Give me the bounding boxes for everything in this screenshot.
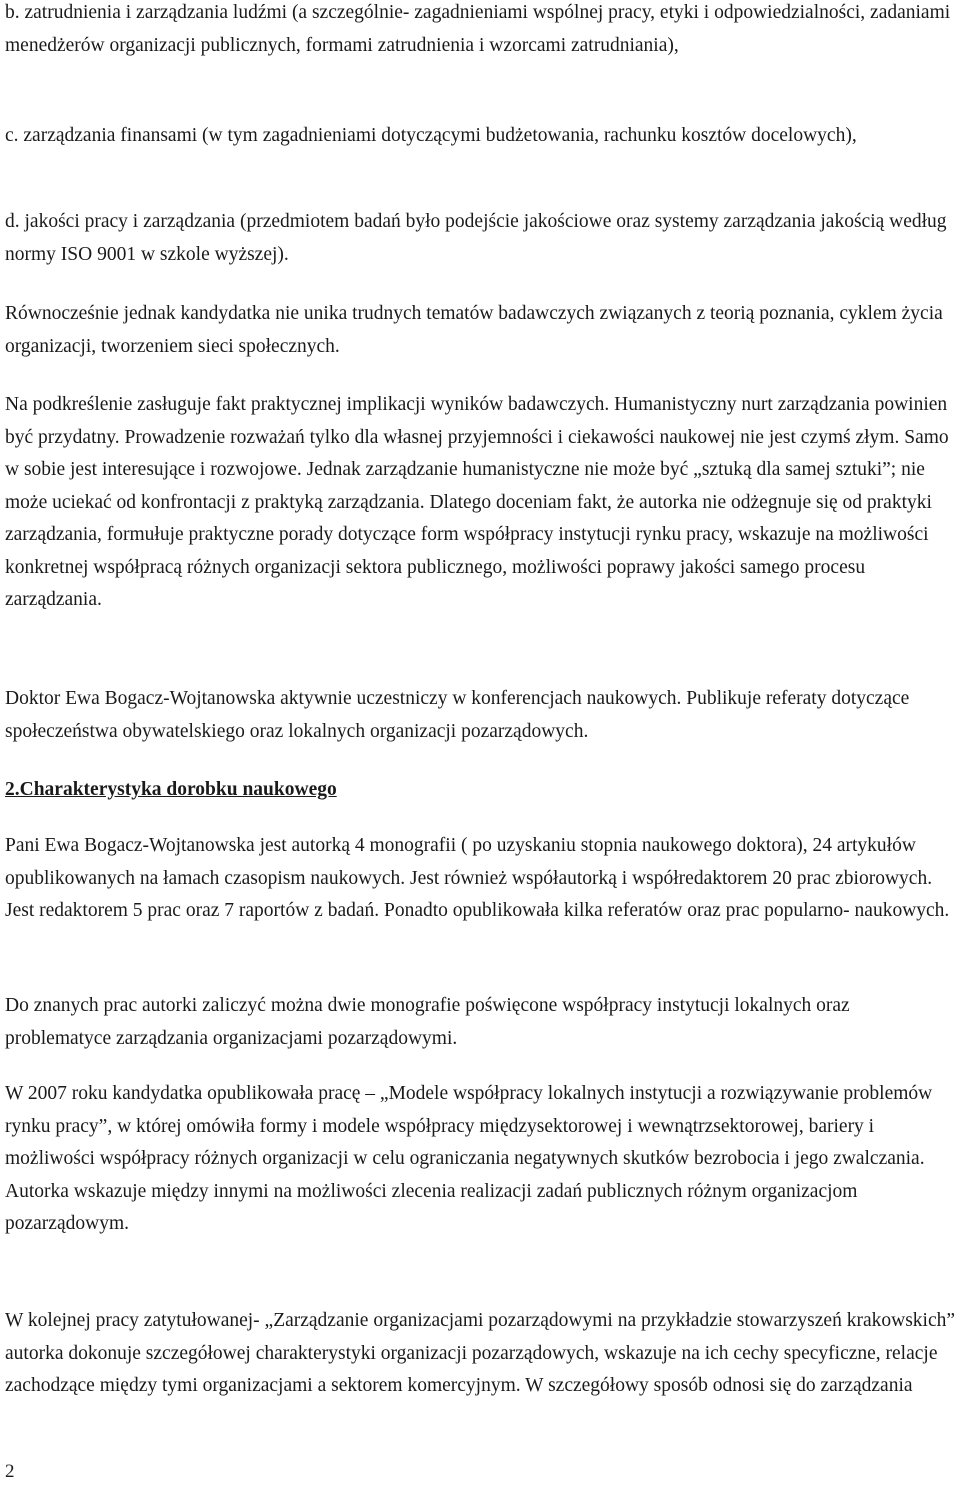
paragraph-research-topics: Równocześnie jednak kandydatka nie unika trudnych tematów badawczych związanych z teorią poznania, cyklem życia organizacji, tworzeniem sieci społecznych. (5, 303, 943, 357)
paragraph-publications-summary: Pani Ewa Bogacz-Wojtanowska jest autorką 4 monografii ( po uzyskaniu stopnia naukowego doktora), 24 artykułów opublikowanych na łamach czasopism naukowych. Jest również współautorką i współredaktorem 20 prac zbiorowych. Jest redaktorem 5 prac oraz 7 raportów z badań. Ponadto opublikowała kilka referatów oraz prac popularno- naukowych. (5, 835, 950, 921)
paragraph-2007-monograph: W 2007 roku kandydatka opublikowała pracę – „Modele współpracy lokalnych instytucji a rozwiązywanie problemów rynku pracy”, w której omówiła formy i modele współpracy międzysektorowej i wewnątrzsektorowej, bariery i możliwości współpracy różnych organizacji w celu ograniczania negatywnych skutków bezrobocia i jego zwalczania. Autorka wskazuje między innymi na możliwości zlecenia realizacji zadań publicznych różnym organizacjom pozarządowym. (5, 1083, 933, 1234)
paragraph-next-monograph: W kolejnej pracy zatytułowanej- „Zarządzanie organizacjami pozarządowymi na przykładzie stowarzyszeń krakowskich” autorka dokonuje szczegółowej charakterystyki organizacji pozarządowych, wskazuje na ich cechy specyficzne, relacje zachodzące między tymi organizacjami a sektorem komercyjnym. W szczegółowy sposób odnosi się do zarządzania (5, 1310, 956, 1396)
section-heading: 2.Charakterystyka dorobku naukowego (5, 779, 337, 800)
list-item-c: c. zarządzania finansami (w tym zagadnieniami dotyczącymi budżetowania, rachunku kosztów docelowych), (5, 125, 857, 146)
paragraph-known-works: Do znanych prac autorki zaliczyć można dwie monografie poświęcone współpracy instytucji lokalnych oraz problematyce zarządzania organizacjami pozarządowymi. (5, 995, 850, 1049)
page-number: 2 (5, 1461, 15, 1482)
list-item-d: d. jakości pracy i zarządzania (przedmiotem badań było podejście jakościowe oraz systemy zarządzania jakością według normy ISO 9001 w szkole wyższej). (5, 211, 947, 265)
paragraph-conferences: Doktor Ewa Bogacz-Wojtanowska aktywnie uczestniczy w konferencjach naukowych. Publikuje referaty dotyczące społeczeństwa obywatelskiego oraz lokalnych organizacji pozarządowych. (5, 688, 910, 742)
list-item-b: b. zatrudnienia i zarządzania ludźmi (a szczególnie- zagadnieniami wspólnej pracy, etyki i odpowiedzialności, zadaniami menedżerów organizacji publicznych, formami zatrudnienia i wzorcami zatrudniania), (5, 2, 951, 56)
paragraph-practical-implications: Na podkreślenie zasługuje fakt praktycznej implikacji wyników badawczych. Humanistyczny nurt zarządzania powinien być przydatny. Prowadzenie rozważań tylko dla własnej przyjemności i ciekawości naukowej nie jest czymś złym. Samo w sobie jest interesujące i rozwojowe. Jednak zarządzanie humanistyczne nie może być „sztuką dla samej sztuki”; nie może uciekać od konfrontacji z praktyką zarządzania. Dlatego doceniam fakt, że autorka nie odżegnuje się od praktyki zarządzania, formułuje praktyczne porady dotyczące form współpracy instytucji rynku pracy, wskazuje na możliwości konkretnej współpracą różnych organizacji sektora publicznego, możliwości poprawy jakości samego procesu zarządzania. (5, 394, 949, 610)
